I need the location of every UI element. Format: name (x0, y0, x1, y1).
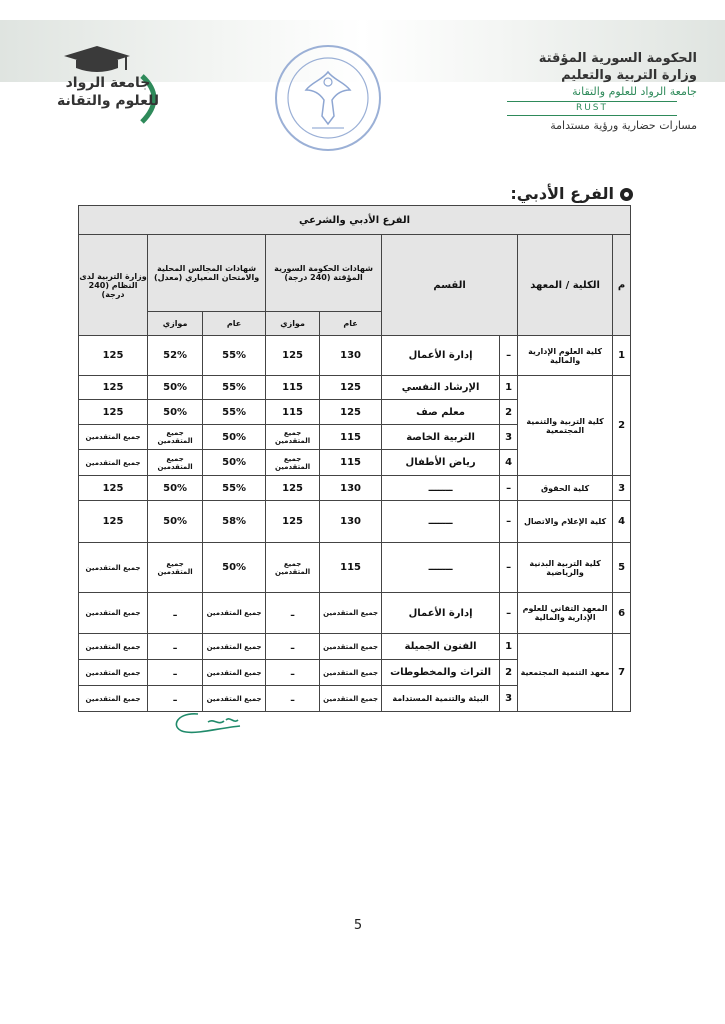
row-dept: ـــــــ (382, 501, 500, 543)
row-num: 3 (500, 686, 518, 712)
cell-gov-parallel: 125 (266, 501, 320, 543)
table-row (79, 593, 631, 634)
cell-ministry: جميع المتقدمين (79, 450, 148, 476)
row-num: 2 (500, 660, 518, 686)
cell-councils-parallel: 50% (148, 400, 203, 425)
cell-gov-parallel: 115 (266, 400, 320, 425)
row-num: – (500, 336, 518, 376)
table-row (79, 634, 631, 660)
rust-label: RUST (507, 101, 677, 116)
row-dept: ـــــــ (382, 476, 500, 501)
cell-gov-general: 115 (320, 543, 382, 593)
cell-councils-general: جميع المتقدمين (203, 660, 266, 686)
cell-councils-general: 55% (203, 336, 266, 376)
cell-gov-general: 130 (320, 336, 382, 376)
col-m-header: م (613, 235, 631, 336)
logo-text-line2: للعلوم والتقانة (56, 93, 160, 109)
row-dept: إدارة الأعمال (382, 593, 500, 634)
cell-gov-parallel: ـ (266, 634, 320, 660)
cell-gov-parallel: ـ (266, 686, 320, 712)
cell-councils-general: 50% (203, 543, 266, 593)
row-dept: التراث والمخطوطات (382, 660, 500, 686)
cell-councils-general: جميع المتقدمين (203, 634, 266, 660)
row-college: كلية العلوم الإدارية والمالية (518, 336, 613, 376)
row-num: 2 (500, 400, 518, 425)
cell-ministry: جميع المتقدمين (79, 543, 148, 593)
slogan: مسارات حضارية ورؤية مستدامة (550, 119, 697, 132)
cell-councils-parallel: 52% (148, 336, 203, 376)
cell-gov-parallel: 125 (266, 476, 320, 501)
sub-general: عام (203, 312, 266, 336)
header-titles (497, 50, 697, 133)
col-gov-header: شهادات الحكومة السورية المؤقتة (240 درجة) (266, 235, 382, 312)
cell-councils-general: 58% (203, 501, 266, 543)
cell-ministry: 125 (79, 376, 148, 400)
cell-gov-parallel: جميع المتقدمين (266, 450, 320, 476)
cell-gov-general: 115 (320, 450, 382, 476)
cell-councils-parallel: جميع المتقدمين (148, 543, 203, 593)
row-num: – (500, 476, 518, 501)
row-college: كلية الحقوق (518, 476, 613, 501)
section-title-text: الفرع الأدبي: (510, 184, 614, 203)
cell-councils-general: 55% (203, 476, 266, 501)
cell-councils-general: جميع المتقدمين (203, 686, 266, 712)
row-num: 3 (500, 425, 518, 450)
row-college: معهد التنمية المجتمعية (518, 634, 613, 712)
admission-table (78, 205, 631, 712)
row-dept: البيئة والتنمية المستدامة (382, 686, 500, 712)
cell-ministry: جميع المتقدمين (79, 593, 148, 634)
cell-councils-parallel: ـ (148, 686, 203, 712)
row-num: 1 (500, 634, 518, 660)
row-dept: رياض الأطفال (382, 450, 500, 476)
row-m: 3 (613, 476, 631, 501)
row-m: 5 (613, 543, 631, 593)
cell-councils-parallel: جميع المتقدمين (148, 425, 203, 450)
cell-ministry: جميع المتقدمين (79, 425, 148, 450)
table-row (79, 543, 631, 593)
cell-councils-general: 55% (203, 400, 266, 425)
cell-ministry: 125 (79, 476, 148, 501)
cell-ministry: 125 (79, 336, 148, 376)
table-row (79, 476, 631, 501)
cell-ministry: 125 (79, 400, 148, 425)
cell-ministry: جميع المتقدمين (79, 660, 148, 686)
bullet-icon (620, 188, 633, 201)
row-college: كلية التربية والتنمية المجتمعية (518, 376, 613, 476)
col-councils-header: شهادات المجالس المحلية والامتحان المعياري (معدل) (148, 235, 266, 312)
row-num: – (500, 543, 518, 593)
official-seal-icon (272, 42, 384, 154)
government-title: الحكومة السورية المؤقتة (538, 51, 697, 66)
row-dept: الإرشاد النفسي (382, 376, 500, 400)
signature-icon (168, 708, 248, 738)
row-num: – (500, 593, 518, 634)
cell-councils-general: 50% (203, 425, 266, 450)
cell-gov-parallel: ـ (266, 593, 320, 634)
cell-councils-general: 50% (203, 450, 266, 476)
graduation-cap-icon (62, 44, 132, 74)
university-title: جامعة الرواد للعلوم والتقانة (572, 85, 697, 98)
page-number: 5 (353, 918, 363, 933)
row-num: 4 (500, 450, 518, 476)
cell-gov-parallel: 125 (266, 336, 320, 376)
cell-councils-general: 55% (203, 376, 266, 400)
row-m: 6 (613, 593, 631, 634)
row-num: – (500, 501, 518, 543)
university-logo (42, 44, 172, 124)
table-row (79, 501, 631, 543)
cell-councils-parallel: جميع المتقدمين (148, 450, 203, 476)
table-row (79, 336, 631, 376)
cell-councils-parallel: ـ (148, 660, 203, 686)
cell-councils-parallel: 50% (148, 476, 203, 501)
row-dept: إدارة الأعمال (382, 336, 500, 376)
row-college: كلية الإعلام والاتصال (518, 501, 613, 543)
col-college-header: الكلية / المعهد (518, 235, 613, 336)
row-dept: التربية الخاصة (382, 425, 500, 450)
ministry-title: وزارة التربية والتعليم (561, 68, 697, 83)
row-num: 1 (500, 376, 518, 400)
col-dept-header: القسم (382, 235, 518, 336)
cell-councils-parallel: ـ (148, 593, 203, 634)
row-college: كلية التربية البدنية والرياضية (518, 543, 613, 593)
cell-councils-parallel: ـ (148, 634, 203, 660)
cell-gov-parallel: جميع المتقدمين (266, 543, 320, 593)
cell-gov-general: 125 (320, 400, 382, 425)
row-m: 7 (613, 634, 631, 712)
sub-parallel: موازي (266, 312, 320, 336)
cell-gov-general: 115 (320, 425, 382, 450)
cell-ministry: 125 (79, 501, 148, 543)
row-college: المعهد التقاني للعلوم الإدارية والمالية (518, 593, 613, 634)
row-dept: معلم صف (382, 400, 500, 425)
cell-councils-parallel: 50% (148, 501, 203, 543)
branch-header: الفرع الأدبي والشرعي (79, 206, 631, 235)
sub-general: عام (320, 312, 382, 336)
row-dept: ـــــــ (382, 543, 500, 593)
logo-text-line1: جامعة الرواد (65, 75, 151, 91)
row-m: 4 (613, 501, 631, 543)
cell-gov-general: جميع المتقدمين (320, 593, 382, 634)
cell-gov-parallel: ـ (266, 660, 320, 686)
cell-gov-general: جميع المتقدمين (320, 634, 382, 660)
cell-gov-general: 125 (320, 376, 382, 400)
table-row (79, 376, 631, 400)
cell-gov-parallel: 115 (266, 376, 320, 400)
cell-gov-general: جميع المتقدمين (320, 660, 382, 686)
sub-parallel: موازي (148, 312, 203, 336)
cell-ministry: جميع المتقدمين (79, 686, 148, 712)
cell-councils-general: جميع المتقدمين (203, 593, 266, 634)
row-m: 1 (613, 336, 631, 376)
cell-gov-general: 130 (320, 501, 382, 543)
section-title (510, 184, 633, 203)
cell-gov-parallel: جميع المتقدمين (266, 425, 320, 450)
col-ministry-header: وزارة التربية لدى النظام (240 درجة) (79, 235, 148, 336)
cell-councils-parallel: 50% (148, 376, 203, 400)
row-m: 2 (613, 376, 631, 476)
row-dept: الفنون الجميلة (382, 634, 500, 660)
cell-gov-general: 130 (320, 476, 382, 501)
cell-gov-general: جميع المتقدمين (320, 686, 382, 712)
cell-ministry: جميع المتقدمين (79, 634, 148, 660)
